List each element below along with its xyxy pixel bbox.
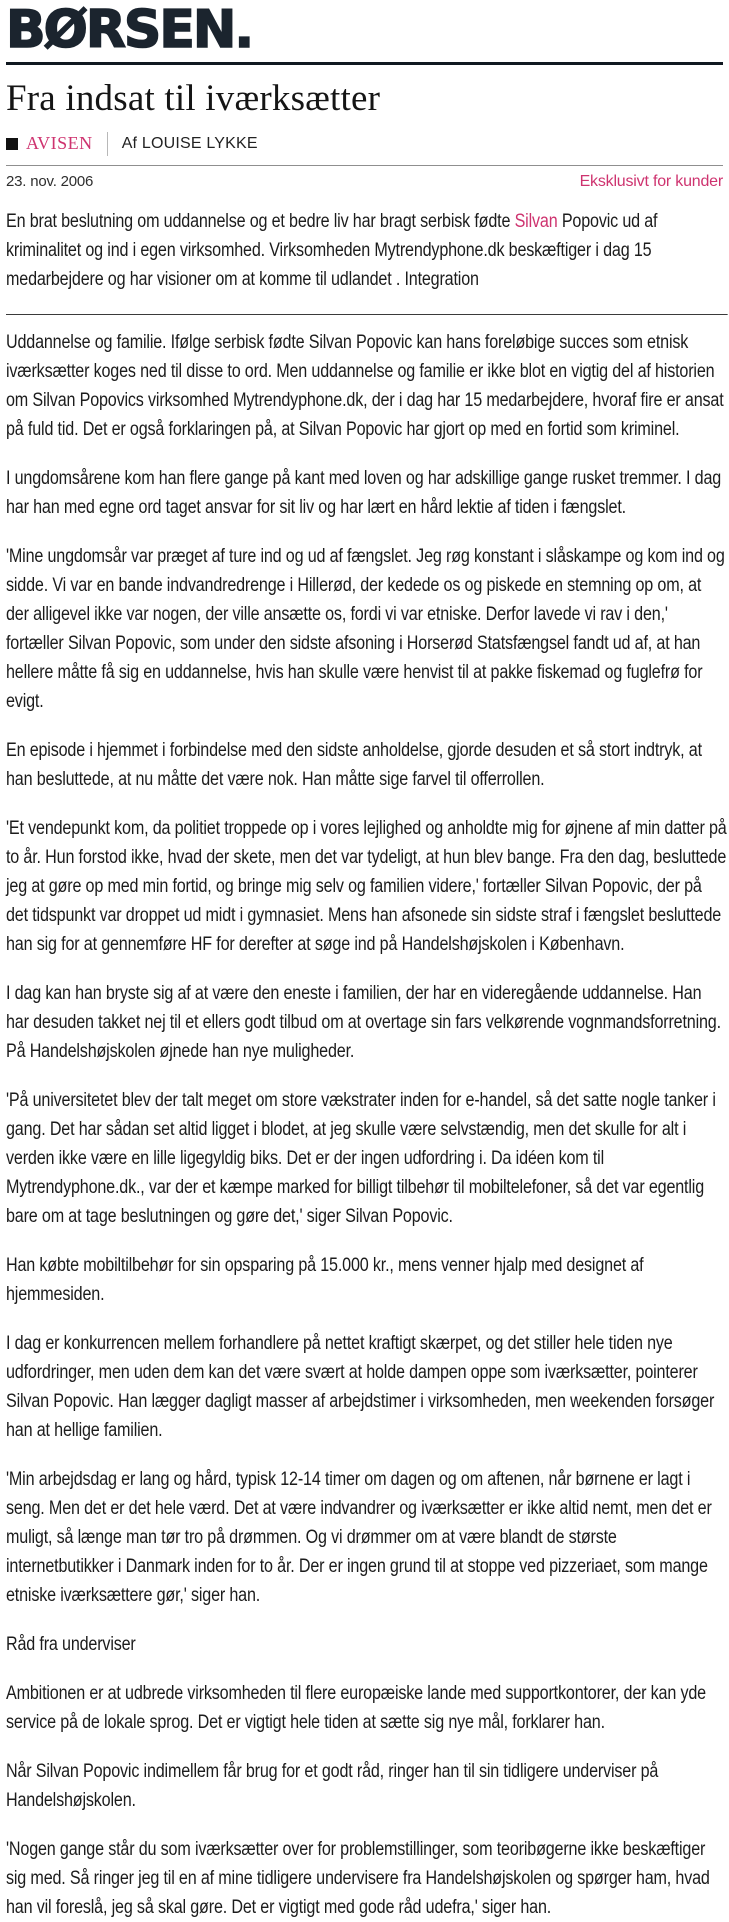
paragraph-list (6, 328, 728, 1922)
article-paragraph: Ambitionen er at udbrede virksomheden til flere europæiske lande med supportkontorer, der kan yde service på de lokale sprog. Det er vigtigt hele tiden at sætte sig nye mål, forklarer han. (6, 1682, 706, 1733)
meta-row (6, 173, 723, 191)
article-paragraph: Råd fra underviser (6, 1633, 136, 1655)
silvan-link[interactable]: Silvan (514, 210, 558, 232)
article-paragraph: Han købte mobiltilbehør for sin opsparing på 15.000 kr., mens venner hjalp med designet af hjemmesiden. (6, 1254, 644, 1305)
masthead (6, 0, 723, 58)
article-paragraph: 'Et vendepunkt kom, da politiet troppede op i vores lejlighed og anholdte mig for øjnene af min datter på to år. Hun forstod ikke, hvad der skete, men det var tydeligt, at hun blev bange. Fra den dag, besluttede jeg at gøre op med min fortid, og bringe mig selv og familien videre,' fortæller Silvan Popovic, der på det tidspunkt var droppet ud midt i gymnasiet. Mens han afsonede sin sidste straf i fængslet besluttede han sig for at gennemføre HF for derefter at søge ind på Handelshøjskolen i København. (6, 817, 727, 955)
article-paragraph: En episode i hjemmet i forbindelse med den sidste anholdelse, gjorde desuden et så stort indtryk, at han besluttede, at nu måtte det være nok. Han måtte sige farvel til offerrollen. (6, 739, 702, 790)
lead-text-after: Popovic ud af kriminalitet og ind i egen virksomhed. Virksomheden Mytrendyphone.dk beskæftiger i dag 15 medarbejdere og har visioner om at komme til udlandet . Integration (6, 210, 658, 290)
byline-author: Af LOUISE LYKKE (121, 134, 258, 152)
section-divider (6, 314, 728, 315)
article-paragraph: 'Mine ungdomsår var præget af ture ind og ud af fængslet. Jeg røg konstant i slåskampe og kom ind og sidde. Vi var en bande indvandredrenge i Hillerød, der kedede os og piskede en stemning op om, at der alligevel ikke var nogen, der ville ansætte os, fordi vi var etniske. Derfor lavede vi rav i den,' fortæller Silvan Popovic, som under den sidste afsoning i Horserød Statsfængsel fandt ud af, at han hellere måtte få sig en uddannelse, hvis han skulle være henvist til at pakke fiskemad og fuglefrø for evigt. (6, 545, 725, 712)
article-paragraph: Når Silvan Popovic indimellem får brug for et godt råd, ringer han til sin tidligere underviser på Handelshøjskolen. (6, 1760, 659, 1811)
exclusive-badge: Eksklusivt for kunder (579, 172, 723, 190)
section-label-avisen[interactable]: AVISEN (26, 133, 93, 154)
borsen-logo[interactable]: BØRSEN. (6, 0, 253, 60)
lead-paragraph (6, 207, 728, 294)
article-paragraph: Uddannelse og familie. Ifølge serbisk fødte Silvan Popovic kan hans foreløbige succes som etnisk iværksætter koges ned til disse to ord. Men uddannelse og familie er ikke blot en vigtig del af historien om Silvan Popovics virksomhed Mytrendyphone.dk, der i dag har 15 medarbejdere, hvoraf fire er ansat på fuld tid. Det er også forklaringen på, at Silvan Popovic har gjort op med en fortid som kriminel. (6, 331, 724, 440)
byline-row (6, 132, 723, 166)
byline-divider (107, 132, 108, 156)
article-date: 23. nov. 2006 (6, 172, 94, 190)
article-paragraph: 'Nogen gange står du som iværksætter over for problemstillinger, som teoribøgerne ikke beskæftiger sig med. Så ringer jeg til en af mine tidligere undervisere fra Handelshøjskolen og spørger ham, hvad han vil foreslå, jeg så skal gøre. Det er vigtigt med gode råd udefra,' siger han. (6, 1838, 710, 1918)
section-square-icon (6, 138, 18, 150)
page-title: Fra indsat til iværksætter (6, 78, 381, 119)
masthead-rule (6, 62, 723, 65)
article-paragraph: I dag er konkurrencen mellem forhandlere på nettet kraftigt skærpet, og det stiller hele tiden nye udfordringer, men uden dem kan det være svært at holde dampen oppe som iværksætter, pointerer Silvan Popovic. Han lægger dagligt masser af arbejdstimer i virksomheden, men weekenden forsøger han at hellige familien. (6, 1332, 715, 1441)
article-body (6, 207, 728, 1922)
article-paragraph: I ungdomsårene kom han flere gange på kant med loven og har adskillige gange rusket tremmer. I dag har han med egne ord taget ansvar for sit liv og har lært en hård lektie af tiden i fængslet. (6, 467, 722, 518)
article-paragraph: 'På universitetet blev der talt meget om store vækstrater inden for e-handel, så det satte nogle tanker i gang. Det har sådan set altid ligget i blodet, at jeg skulle være selvstændig, men det skulle for alt i verden ikke være en lille ligegyldig biks. Det er der ingen udfordring i. Da idéen kom til Mytrendyphone.dk., var der et kæmpe marked for billigt tilbehør til mobiltelefoner, så det var egentlig bare om at tage beslutningen og gøre det,' siger Silvan Popovic. (6, 1089, 716, 1227)
lead-text-before: En brat beslutning om uddannelse og et bedre liv har bragt serbisk fødte (6, 210, 515, 232)
article-paragraph: I dag kan han bryste sig af at være den eneste i familien, der har en videregående uddannelse. Han har desuden takket nej til et ellers godt tilbud om at overtage sin fars velkørende vognmandsforretning. På Handelshøjskolen øjnede han nye muligheder. (6, 982, 721, 1062)
article-paragraph: 'Min arbejdsdag er lang og hård, typisk 12-14 timer om dagen og om aftenen, når børnene er lagt i seng. Men det er det hele værd. Det at være indvandrer og iværksætter er ikke altid nemt, men det er muligt, så længe man tør tro på drømmen. Og vi drømmer om at være blandt de største internetbutikker i Danmark inden for to år. Der er ingen grund til at stoppe ved pizzeriaet, som mange etniske iværksættere gør,' siger han. (6, 1468, 712, 1606)
